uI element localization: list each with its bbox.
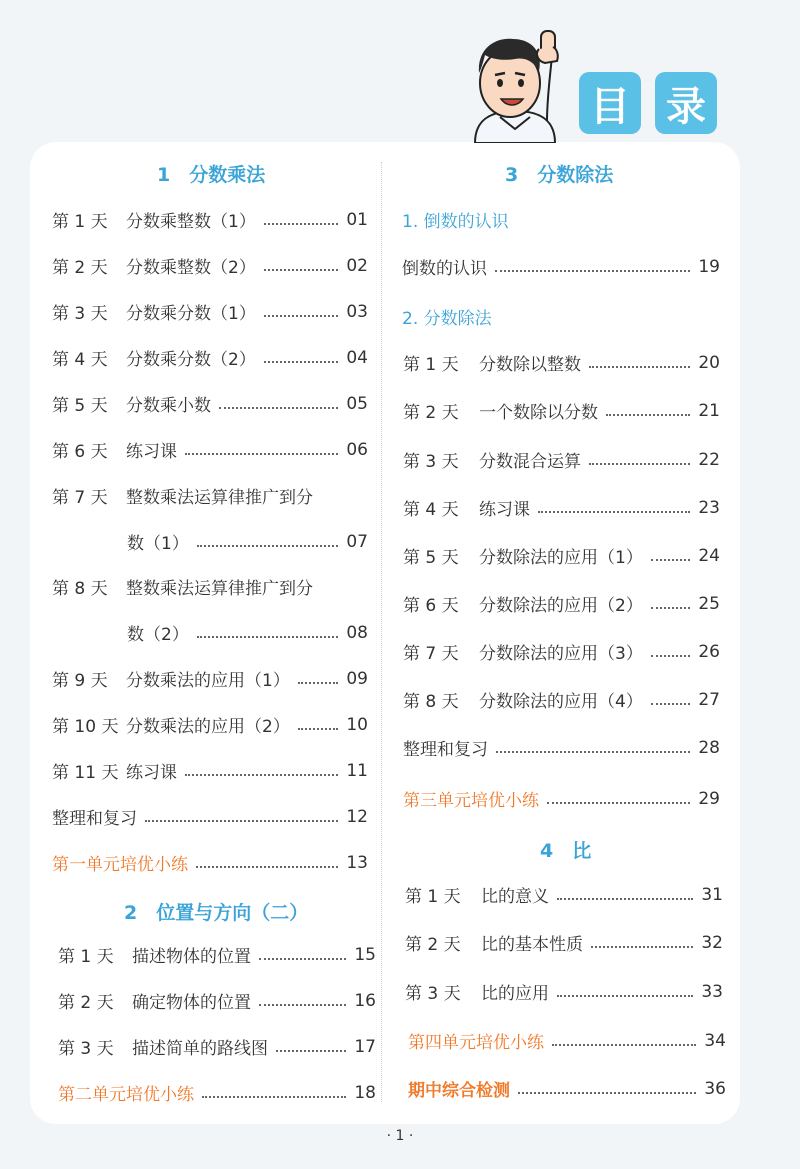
leader-dots	[651, 655, 691, 657]
toc-title: 第一单元培优小练	[52, 855, 188, 875]
toc-title: 分数除法的应用（1）	[479, 548, 643, 568]
toc-row[interactable]	[403, 639, 720, 664]
toc-row[interactable]	[405, 979, 723, 1004]
toc-page: 06	[346, 439, 368, 460]
toc-page: 10	[346, 714, 368, 735]
toc-page: 12	[346, 806, 368, 827]
toc-page: 19	[698, 256, 720, 277]
toc-day: 第 9 天	[52, 671, 108, 691]
toc-page: 34	[704, 1030, 726, 1051]
leader-dots	[495, 270, 690, 272]
leader-dots	[264, 361, 339, 363]
toc-title: 比的基本性质	[481, 935, 583, 955]
toc-day: 第 10 天	[52, 717, 119, 737]
toc-row[interactable]	[52, 574, 368, 599]
leader-dots	[298, 682, 339, 684]
toc-row[interactable]	[58, 942, 376, 967]
toc-day: 第 7 天	[403, 644, 459, 664]
toc-title: 分数除法的应用（2）	[479, 596, 643, 616]
leader-dots	[651, 607, 691, 609]
page-number: · 1 ·	[386, 1128, 414, 1144]
toc-title: 分数除法的应用（4）	[479, 692, 643, 712]
toc-row-continuation[interactable]	[127, 529, 368, 554]
toc-row-practice[interactable]	[52, 850, 368, 875]
toc-title: 分数乘分数（1）	[126, 304, 256, 324]
toc-page: 17	[354, 1036, 376, 1057]
toc-page: 26	[698, 641, 720, 662]
leader-dots	[197, 545, 339, 547]
toc-title: 期中综合检测	[408, 1081, 510, 1101]
leader-dots	[518, 1092, 696, 1094]
leader-dots	[651, 703, 691, 705]
toc-page: 23	[698, 497, 720, 518]
column-divider	[381, 162, 383, 1102]
toc-row-practice[interactable]	[403, 786, 720, 811]
toc-row[interactable]	[405, 882, 723, 907]
toc-day: 第 8 天	[403, 692, 459, 712]
leader-dots	[202, 1096, 346, 1098]
toc-title: 分数乘整数（2）	[126, 258, 256, 278]
title-badge-lu: 录	[655, 72, 717, 134]
toc-title-cont: 数（1）	[127, 534, 189, 554]
toc-page: 36	[704, 1078, 726, 1099]
toc-row-practice[interactable]	[408, 1028, 726, 1053]
toc-page: 21	[698, 400, 720, 421]
toc-row[interactable]	[52, 483, 368, 508]
toc-row-continuation[interactable]	[127, 620, 368, 645]
toc-row[interactable]	[52, 345, 368, 370]
toc-day: 第 1 天	[52, 212, 108, 232]
sub-heading-fraction-division: 2. 分数除法	[402, 309, 492, 329]
title-badge-mu: 目	[579, 72, 641, 134]
toc-row[interactable]	[58, 988, 376, 1013]
toc-page: 08	[346, 622, 368, 643]
leader-dots	[197, 636, 339, 638]
toc-page: 04	[346, 347, 368, 368]
toc-row[interactable]	[403, 447, 720, 472]
toc-day: 第 2 天	[58, 993, 114, 1013]
toc-day: 第 11 天	[52, 763, 119, 783]
toc-title: 分数除法的应用（3）	[479, 644, 643, 664]
toc-day: 第 3 天	[405, 984, 461, 1004]
sub-heading-reciprocal: 1. 倒数的认识	[402, 212, 509, 232]
toc-title: 练习课	[479, 500, 530, 520]
toc-page: 20	[698, 352, 720, 373]
boy-pointing-illustration	[455, 25, 575, 143]
toc-title: 分数混合运算	[479, 452, 581, 472]
toc-day: 第 7 天	[52, 488, 108, 508]
toc-page: 24	[698, 545, 720, 566]
toc-day: 第 5 天	[52, 396, 108, 416]
leader-dots	[538, 511, 690, 513]
toc-row-practice[interactable]	[58, 1080, 376, 1105]
toc-row[interactable]	[52, 391, 368, 416]
toc-row[interactable]	[58, 1034, 376, 1059]
toc-title: 分数乘小数	[126, 396, 211, 416]
toc-row[interactable]	[52, 299, 368, 324]
leader-dots	[276, 1050, 346, 1052]
toc-page: 09	[346, 668, 368, 689]
toc-day: 第 6 天	[52, 442, 108, 462]
toc-day: 第 4 天	[403, 500, 459, 520]
toc-day: 第 1 天	[403, 355, 459, 375]
toc-row[interactable]	[52, 207, 368, 232]
toc-page: 11	[346, 760, 368, 781]
toc-page: 29	[698, 788, 720, 809]
toc-title: 练习课	[126, 442, 177, 462]
toc-title: 分数乘法的应用（2）	[126, 717, 290, 737]
toc-page: 03	[346, 301, 368, 322]
toc-row[interactable]	[403, 591, 720, 616]
toc-row[interactable]	[52, 758, 368, 783]
unit1-heading: 1 分数乘法	[157, 164, 266, 186]
toc-page: 02	[346, 255, 368, 276]
toc-page: 33	[701, 981, 723, 1002]
toc-page: 22	[698, 449, 720, 470]
toc-title: 描述简单的路线图	[132, 1039, 268, 1059]
toc-day: 第 8 天	[52, 579, 108, 599]
unit2-heading: 2 位置与方向（二）	[124, 902, 309, 924]
toc-row[interactable]	[403, 543, 720, 568]
leader-dots	[589, 366, 690, 368]
toc-row[interactable]	[52, 437, 368, 462]
leader-dots	[557, 898, 693, 900]
toc-row[interactable]	[403, 350, 720, 375]
toc-row[interactable]	[402, 254, 720, 279]
toc-page: 15	[354, 944, 376, 965]
toc-day: 第 3 天	[403, 452, 459, 472]
toc-day: 第 4 天	[52, 350, 108, 370]
toc-row[interactable]	[403, 495, 720, 520]
toc-day: 第 1 天	[405, 887, 461, 907]
toc-day: 第 6 天	[403, 596, 459, 616]
leader-dots	[264, 223, 339, 225]
leader-dots	[259, 958, 346, 960]
toc-title: 第二单元培优小练	[58, 1085, 194, 1105]
toc-day: 第 2 天	[52, 258, 108, 278]
toc-row[interactable]	[52, 804, 368, 829]
toc-page: 01	[346, 209, 368, 230]
toc-page: 28	[698, 737, 720, 758]
toc-title: 分数乘分数（2）	[126, 350, 256, 370]
toc-day: 第 3 天	[52, 304, 108, 324]
toc-title: 整理和复习	[403, 740, 488, 760]
leader-dots	[185, 774, 338, 776]
toc-page: 05	[346, 393, 368, 414]
toc-title: 练习课	[126, 763, 177, 783]
toc-title: 整数乘法运算律推广到分	[126, 579, 313, 599]
toc-title: 一个数除以分数	[479, 403, 598, 423]
unit4-heading: 4 比	[540, 840, 592, 862]
toc-row[interactable]	[52, 253, 368, 278]
toc-row[interactable]	[403, 398, 720, 423]
leader-dots	[264, 269, 339, 271]
toc-page: 18	[354, 1082, 376, 1103]
leader-dots	[496, 751, 690, 753]
toc-title: 分数除以整数	[479, 355, 581, 375]
toc-row[interactable]	[52, 666, 368, 691]
toc-page: 13	[346, 852, 368, 873]
leader-dots	[185, 453, 338, 455]
leader-dots	[219, 407, 338, 409]
toc-page: 07	[346, 531, 368, 552]
toc-title: 分数乘法的应用（1）	[126, 671, 290, 691]
toc-page: 31	[701, 884, 723, 905]
toc-row[interactable]	[403, 735, 720, 760]
leader-dots	[651, 559, 691, 561]
toc-day: 第 2 天	[403, 403, 459, 423]
toc-title: 倒数的认识	[402, 259, 487, 279]
toc-title: 第四单元培优小练	[408, 1033, 544, 1053]
toc-title: 整数乘法运算律推广到分	[126, 488, 313, 508]
toc-title-cont: 数（2）	[127, 625, 189, 645]
leader-dots	[557, 995, 693, 997]
toc-day: 第 2 天	[405, 935, 461, 955]
toc-title: 整理和复习	[52, 809, 137, 829]
toc-page: 16	[354, 990, 376, 1011]
leader-dots	[547, 802, 690, 804]
toc-page: 27	[698, 689, 720, 710]
leader-dots	[145, 820, 338, 822]
leader-dots	[264, 315, 339, 317]
toc-title: 比的意义	[481, 887, 549, 907]
unit3-heading: 3 分数除法	[505, 164, 614, 186]
toc-title: 描述物体的位置	[132, 947, 251, 967]
leader-dots	[259, 1004, 346, 1006]
leader-dots	[591, 946, 693, 948]
leader-dots	[606, 414, 690, 416]
toc-title: 分数乘整数（1）	[126, 212, 256, 232]
toc-row[interactable]	[403, 687, 720, 712]
toc-title: 确定物体的位置	[132, 993, 251, 1013]
toc-day: 第 1 天	[58, 947, 114, 967]
toc-title: 第三单元培优小练	[403, 791, 539, 811]
leader-dots	[298, 728, 339, 730]
leader-dots	[589, 463, 690, 465]
toc-row-midterm-test[interactable]	[408, 1076, 726, 1101]
toc-row[interactable]	[52, 712, 368, 737]
leader-dots	[552, 1044, 696, 1046]
toc-row[interactable]	[405, 930, 723, 955]
toc-page: 25	[698, 593, 720, 614]
toc-day: 第 5 天	[403, 548, 459, 568]
toc-day: 第 3 天	[58, 1039, 114, 1059]
leader-dots	[196, 866, 338, 868]
toc-page: 32	[701, 932, 723, 953]
toc-title: 比的应用	[481, 984, 549, 1004]
